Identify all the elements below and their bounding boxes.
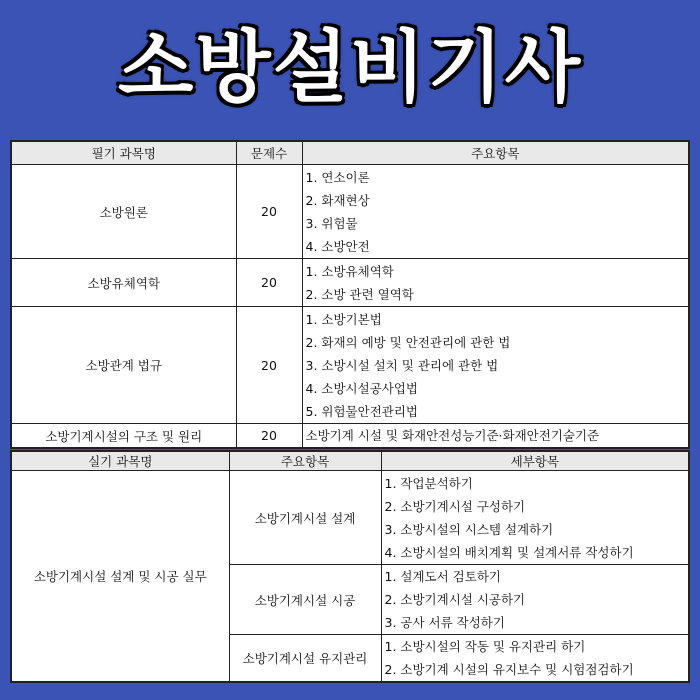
items-cell (302, 307, 689, 424)
items-cell (302, 424, 689, 449)
list-item: 1. 소방유체역학 (305, 263, 394, 279)
count-cell: 20 (236, 424, 302, 449)
page-title: 소방설비기사 (117, 23, 583, 113)
list-item: 1. 연소이론 (305, 169, 370, 185)
list-item: 1. 소방시설의 작동 및 유지관리 하기 (384, 639, 586, 654)
item-cell: 소방기계시설 설계 (229, 471, 381, 565)
items-cell (302, 165, 689, 259)
column-header: 필기 과목명 (11, 141, 236, 165)
subject-cell: 소방관계 법규 (11, 307, 236, 424)
table-header-row (11, 451, 689, 471)
items-cell (302, 259, 689, 307)
column-header: 실기 과목명 (11, 451, 229, 471)
practical-exam-table (10, 450, 690, 683)
list-item: 2. 소방기계시설 구성하기 (384, 498, 526, 514)
list-item: 3. 소방시설의 시스템 설계하기 (384, 521, 554, 537)
item-cell: 소방기계시설 시공 (229, 565, 381, 635)
list-item: 3. 공사 서류 작성하기 (384, 615, 505, 630)
table-header-row (11, 141, 689, 165)
list-item: 4. 소방시설공사업법 (305, 380, 418, 396)
subject-cell: 소방유체역학 (11, 259, 236, 307)
list-item: 2. 소방기계시설 시공하기 (384, 592, 526, 607)
count-cell: 20 (236, 259, 302, 307)
table-row (11, 424, 689, 449)
subject-cell: 소방원론 (11, 165, 236, 259)
details-cell (381, 565, 689, 635)
list-item: 2. 소방 관련 열역학 (305, 286, 414, 302)
list-item: 3. 소방시설 설치 및 관리에 관한 법 (305, 357, 499, 373)
column-header: 문제수 (236, 141, 302, 165)
list-item: 소방기계 시설 및 화재안전성능기준·화재안전기술기준 (305, 428, 600, 443)
count-cell: 20 (236, 307, 302, 424)
column-header: 주요항목 (229, 451, 381, 471)
list-item: 2. 화재의 예방 및 안전관리에 관한 법 (305, 334, 511, 350)
column-header: 세부항목 (381, 451, 689, 471)
list-item: 1. 작업분석하기 (384, 475, 473, 491)
table-row (11, 307, 689, 424)
subject-cell: 소방기계시설 설계 및 시공 실무 (11, 471, 229, 683)
subject-cell: 소방기계시설의 구조 및 원리 (11, 424, 236, 449)
item-cell: 소방기계시설 유지관리 (229, 635, 381, 683)
list-item: 2. 화재현상 (305, 192, 370, 208)
list-item: 1. 소방기본법 (305, 311, 382, 327)
list-item: 1. 설계도서 검토하기 (384, 569, 501, 584)
table-row (11, 165, 689, 259)
details-cell (381, 471, 689, 565)
written-exam-table (10, 140, 690, 449)
list-item: 4. 소방안전 (305, 238, 370, 254)
list-item: 4. 소방시설의 배치계획 및 설계서류 작성하기 (384, 544, 634, 560)
details-cell (381, 635, 689, 683)
count-cell: 20 (236, 165, 302, 259)
table-row (11, 259, 689, 307)
list-item: 3. 위험물 (305, 215, 358, 231)
list-item: 5. 위험물안전관리법 (305, 403, 418, 419)
table-row (11, 471, 689, 565)
column-header: 주요항목 (302, 141, 689, 165)
list-item: 2. 소방기계 시설의 유지보수 및 시험점검하기 (384, 662, 634, 677)
